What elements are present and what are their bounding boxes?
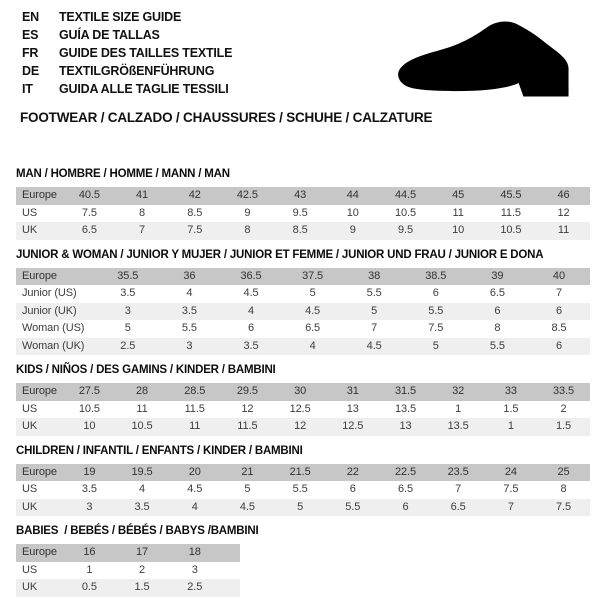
row-label: US [22, 563, 38, 576]
table-cell: 33 [504, 385, 517, 397]
table-cell: 4.5 [243, 287, 259, 299]
table-cell: 6 [555, 339, 562, 352]
table-cell: 11 [557, 224, 570, 236]
table-row [16, 187, 590, 205]
size-section-kids [16, 364, 590, 436]
language-code: FR [22, 46, 39, 60]
table-cell: 24 [504, 465, 517, 478]
table-cell: 8 [139, 206, 146, 219]
table-cell: 1.5 [134, 581, 150, 593]
table-cell: 7 [139, 224, 146, 236]
row-label: Woman (UK) [22, 339, 85, 352]
table-cell: 21 [241, 465, 254, 478]
section-title: BABIES / BEBÉS / BÉBÉS / BABYS /BAMBINI [16, 525, 259, 537]
row-label: UK [22, 500, 38, 513]
table-cell: 7 [507, 500, 514, 513]
table-cell: 40.5 [78, 189, 100, 201]
table-cell: 10.5 [394, 206, 416, 219]
table-cell: 13.5 [394, 402, 416, 415]
table-cell: 11.5 [500, 206, 521, 219]
language-label: GUÍA DE TALLAS [59, 28, 160, 42]
table-cell: 45 [452, 189, 465, 201]
table-cell: 7 [555, 287, 562, 299]
table-cell: 38 [368, 269, 381, 282]
table-row [16, 320, 590, 338]
table-row [16, 222, 590, 240]
table-cell: 5 [244, 483, 251, 495]
row-label: Junior (US) [22, 287, 77, 299]
language-code: IT [22, 82, 33, 96]
table-cell: 6 [555, 304, 562, 317]
table-cell: 22 [346, 465, 359, 478]
table-cell: 2.5 [187, 581, 203, 593]
table-cell: 2 [139, 563, 146, 576]
language-label: TEXTILE SIZE GUIDE [59, 10, 182, 24]
table-cell: 6 [494, 304, 501, 317]
table-cell: 10 [346, 206, 359, 219]
size-table-children [16, 464, 590, 517]
table-cell: 4.5 [305, 304, 321, 317]
language-label: GUIDA ALLE TAGLIE TESSILI [59, 82, 229, 96]
table-cell: 10.5 [131, 420, 153, 432]
table-cell: 11.5 [237, 420, 258, 432]
table-row [16, 464, 590, 482]
table-cell: 6.5 [450, 500, 466, 513]
table-cell: 4 [186, 287, 193, 299]
size-tables [16, 168, 590, 597]
table-cell: 7.5 [187, 224, 203, 236]
row-label: US [22, 483, 38, 495]
table-cell: 3.5 [243, 339, 259, 352]
table-cell: 5.5 [489, 339, 505, 352]
size-table-babies [16, 544, 240, 597]
table-row [16, 268, 590, 286]
table-cell: 3 [191, 563, 198, 576]
table-row [16, 303, 590, 321]
row-label: Junior (UK) [22, 304, 77, 317]
table-cell: 2 [560, 402, 567, 415]
table-cell: 13 [346, 402, 359, 415]
table-cell: 11 [189, 420, 201, 432]
table-cell: 3 [186, 339, 193, 352]
table-cell: 6 [402, 500, 409, 513]
table-cell: 19.5 [131, 465, 153, 478]
table-cell: 1 [86, 563, 93, 576]
table-cell: 3.5 [181, 304, 197, 317]
table-cell: 0.5 [81, 581, 97, 593]
table-row [16, 481, 590, 499]
table-cell: 19 [83, 465, 96, 478]
row-label: UK [22, 224, 38, 236]
table-cell: 4 [191, 500, 198, 513]
table-cell: 4 [139, 483, 146, 495]
table-cell: 4.5 [366, 339, 382, 352]
table-cell: 1.5 [503, 402, 519, 415]
table-cell: 42.5 [236, 189, 258, 201]
language-label: GUIDE DES TAILLES TEXTILE [59, 46, 233, 60]
table-cell: 6 [432, 287, 439, 299]
language-code: DE [22, 64, 39, 78]
table-cell: 5.5 [292, 483, 308, 495]
table-cell: 31 [346, 385, 359, 397]
row-label: US [22, 206, 38, 219]
table-cell: 3 [86, 500, 93, 513]
table-cell: 13 [399, 420, 412, 432]
table-cell: 7.5 [81, 206, 97, 219]
table-cell: 30 [294, 385, 307, 397]
table-cell: 7 [455, 483, 462, 495]
row-label: Europe [22, 269, 57, 282]
table-cell: 18 [188, 546, 201, 558]
table-cell: 5 [124, 322, 131, 334]
table-cell: 36.5 [240, 269, 262, 282]
table-cell: 5.5 [345, 500, 361, 513]
table-cell: 46 [557, 189, 570, 201]
table-cell: 10 [452, 224, 465, 236]
table-cell: 16 [83, 546, 96, 558]
table-cell: 8 [244, 224, 251, 236]
table-cell: 8 [560, 483, 567, 495]
table-cell: 36 [183, 269, 196, 282]
table-cell: 8.5 [551, 322, 567, 334]
table-cell: 4.5 [187, 483, 203, 495]
row-label: Europe [22, 546, 57, 558]
table-cell: 6.5 [489, 287, 505, 299]
table-cell: 10.5 [78, 402, 100, 415]
table-cell: 45.5 [500, 189, 522, 201]
row-label: Europe [22, 465, 57, 478]
table-cell: 5.5 [428, 304, 444, 317]
size-section-babies [16, 525, 590, 597]
table-cell: 12 [241, 402, 254, 415]
table-cell: 5 [297, 500, 304, 513]
table-cell: 8.5 [187, 206, 203, 219]
table-cell: 40 [552, 269, 565, 282]
table-cell: 31.5 [394, 385, 416, 397]
row-label: Europe [22, 385, 57, 397]
size-section-children [16, 445, 590, 517]
table-cell: 4 [309, 339, 316, 352]
table-cell: 10.5 [500, 224, 522, 236]
dress-shoe-icon [386, 12, 584, 108]
table-cell: 20 [188, 465, 201, 478]
table-row [16, 338, 590, 356]
table-cell: 9.5 [292, 206, 308, 219]
table-cell: 33.5 [553, 385, 575, 397]
table-cell: 3.5 [81, 483, 97, 495]
section-title: CHILDREN / INFANTIL / ENFANTS / KINDER / BAMBINI [16, 444, 303, 457]
table-cell: 6 [247, 322, 254, 334]
table-row [16, 418, 590, 436]
table-cell: 21.5 [289, 465, 311, 478]
table-cell: 12 [294, 420, 307, 432]
language-label: TEXTILGRÖßENFÜHRUNG [59, 64, 215, 78]
table-cell: 6.5 [81, 224, 97, 236]
table-cell: 13.5 [447, 420, 469, 432]
table-cell: 6.5 [305, 322, 321, 334]
table-cell: 6 [349, 483, 356, 495]
section-title: JUNIOR & WOMAN / JUNIOR Y MUJER / JUNIOR ET FEMME / JUNIOR UND FRAU / JUNIOR E DONA [16, 248, 544, 261]
section-title: KIDS / NIÑOS / DES GAMINS / KINDER / BAMBINI [16, 364, 276, 376]
table-cell: 28 [136, 385, 149, 397]
table-cell: 23.5 [447, 465, 469, 478]
table-cell: 8 [494, 322, 501, 334]
table-cell: 2.5 [120, 339, 136, 352]
table-cell: 12 [557, 206, 570, 219]
table-cell: 7 [371, 322, 378, 334]
table-cell: 11 [452, 206, 464, 219]
table-cell: 9 [349, 224, 356, 236]
table-cell: 4 [247, 304, 254, 317]
table-cell: 12.5 [289, 402, 311, 415]
table-cell: 1 [455, 402, 462, 415]
table-cell: 5 [371, 304, 378, 317]
table-cell: 7.5 [503, 483, 519, 495]
table-cell: 12.5 [342, 420, 364, 432]
table-cell: 39 [491, 269, 504, 282]
table-cell: 28.5 [184, 385, 206, 397]
section-title: MAN / HOMBRE / HOMME / MANN / MAN [16, 168, 230, 180]
table-cell: 41 [136, 189, 149, 201]
table-cell: 6.5 [397, 483, 413, 495]
table-cell: 38.5 [425, 269, 447, 282]
table-row [16, 579, 240, 597]
table-cell: 43 [294, 189, 307, 201]
table-cell: 29.5 [236, 385, 258, 397]
table-cell: 32 [452, 385, 465, 397]
table-cell: 10 [83, 420, 96, 432]
row-label: US [22, 402, 38, 415]
table-row [16, 205, 590, 223]
table-cell: 9 [244, 206, 251, 219]
size-table-kids [16, 383, 590, 436]
table-cell: 17 [136, 546, 149, 558]
row-label: UK [22, 420, 38, 432]
table-cell: 3.5 [120, 287, 136, 299]
size-table-man [16, 187, 590, 240]
category-line: FOOTWEAR / CALZADO / CHAUSSURES / SCHUHE / CALZATURE [20, 110, 433, 125]
size-section-junior-woman [16, 249, 590, 356]
table-cell: 5.5 [366, 287, 382, 299]
table-row [16, 544, 240, 562]
table-cell: 7.5 [556, 500, 572, 513]
row-label: UK [22, 581, 38, 593]
table-cell: 11.5 [184, 402, 205, 415]
table-cell: 5.5 [181, 322, 197, 334]
size-section-man [16, 168, 590, 240]
table-cell: 27.5 [78, 385, 100, 397]
table-cell: 25 [557, 465, 570, 478]
language-code: ES [22, 28, 39, 42]
table-cell: 3.5 [134, 500, 150, 513]
table-cell: 35.5 [117, 269, 139, 282]
table-cell: 44 [346, 189, 359, 201]
table-cell: 9.5 [397, 224, 413, 236]
table-cell: 5 [309, 287, 316, 299]
table-cell: 8.5 [292, 224, 308, 236]
row-label: Woman (US) [22, 322, 85, 334]
table-cell: 3 [124, 304, 131, 317]
table-cell: 4.5 [239, 500, 255, 513]
table-cell: 1.5 [556, 420, 572, 432]
table-cell: 22.5 [394, 465, 416, 478]
table-row [16, 383, 590, 401]
table-row [16, 285, 590, 303]
row-label: Europe [22, 189, 57, 201]
table-row [16, 562, 240, 580]
size-table-junior-woman [16, 268, 590, 356]
table-cell: 5 [432, 339, 439, 352]
table-cell: 1 [507, 420, 514, 432]
table-cell: 42 [188, 189, 201, 201]
table-row [16, 401, 590, 419]
table-cell: 7.5 [428, 322, 444, 334]
table-row [16, 499, 590, 517]
table-cell: 37.5 [302, 269, 324, 282]
language-code: EN [22, 10, 39, 24]
table-cell: 44.5 [394, 189, 416, 201]
table-cell: 11 [136, 402, 148, 415]
